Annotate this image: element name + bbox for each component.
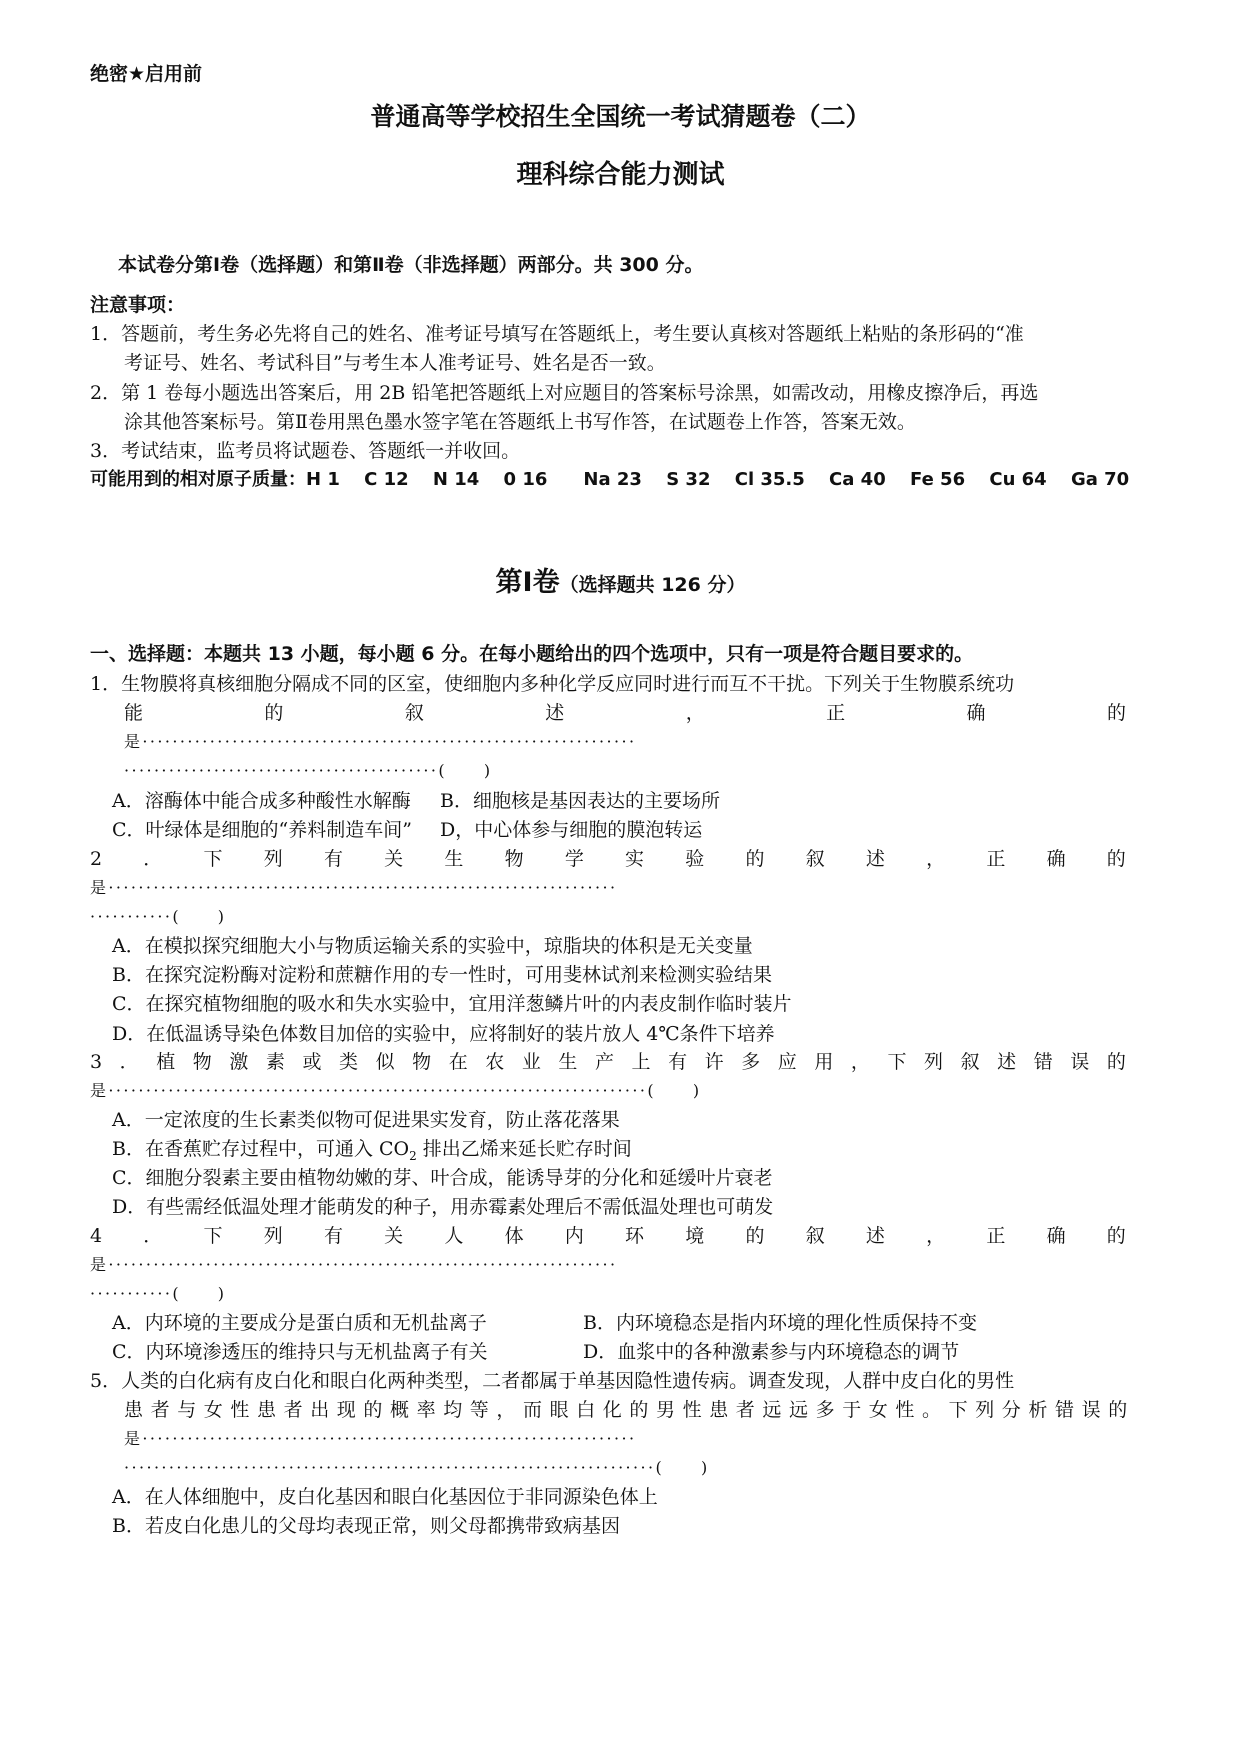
q3-char: 生 xyxy=(558,1051,578,1073)
note-1-line-1: 1．答题前，考生务必先将自己的姓名、准考证号填写在答题纸上，考生要认真核对答题纸上粘贴的条形码的“准 xyxy=(90,323,1024,345)
q1-char: 能 xyxy=(124,702,144,724)
q3-char: 物 xyxy=(412,1051,432,1073)
q4-char: 关 xyxy=(384,1225,404,1247)
q3-char: 似 xyxy=(375,1051,395,1073)
question-3-line-2: 是········································································( ) xyxy=(90,1081,702,1100)
q2-char: 2 xyxy=(90,848,103,870)
q2-char: 确 xyxy=(1046,848,1066,870)
q2-char: 列 xyxy=(263,848,283,870)
q3-char: 有 xyxy=(668,1051,688,1073)
q3-char: 物 xyxy=(192,1051,212,1073)
q2-char: 关 xyxy=(384,848,404,870)
section-heading xyxy=(0,566,1241,602)
q4-char: 境 xyxy=(685,1225,705,1247)
atomic-masses: 可能用到的相对原子质量：H 1 C 12 N 14 0 16 Na 23 S 32 Cl 35.5 Ca 40 Fe 56 Cu 64 Ga 70 xyxy=(90,469,1130,490)
question-4-option-a: A．内环境的主要成分是蛋白质和无机盐离子 xyxy=(112,1312,487,1334)
question-5-line-3: 是·································································· xyxy=(124,1429,637,1448)
q2-char: 正 xyxy=(986,848,1006,870)
q4-char: 述 xyxy=(865,1225,885,1247)
question-3-line-1 xyxy=(90,1050,1126,1074)
question-1-option-a: A．溶酶体中能合成多种酸性水解酶 xyxy=(112,790,411,812)
q2-char: 物 xyxy=(504,848,524,870)
section-note: （选择题共 126 分） xyxy=(559,574,746,596)
question-5-line-2: 患者与女性患者出现的概率均等，而眼白化的男性患者远远多于女性。下列分析错误的 xyxy=(124,1399,1135,1421)
q4-char: 内 xyxy=(564,1225,584,1247)
q4-char: 的 xyxy=(745,1225,765,1247)
question-2-option-a: A．在模拟探究细胞大小与物质运输关系的实验中，琼脂块的体积是无关变量 xyxy=(112,935,753,957)
q3-option-b-subscript: 2 xyxy=(409,1148,417,1163)
question-2-line-3: ···········( ) xyxy=(90,907,227,926)
section-title: 第Ⅰ卷 xyxy=(495,567,560,598)
q4-char: ， xyxy=(926,1225,946,1247)
note-1-line-2: 考证号、姓名、考试科目”与考生本人准考证号、姓名是否一致。 xyxy=(124,352,666,374)
q3-char: 许 xyxy=(704,1051,724,1073)
q2-char: 实 xyxy=(625,848,645,870)
q3-char: 农 xyxy=(485,1051,505,1073)
q2-char: 下 xyxy=(203,848,223,870)
question-4-line-2: 是···································································· xyxy=(90,1255,618,1274)
q3-char: 植 xyxy=(156,1051,176,1073)
q3-char: 3 xyxy=(90,1051,103,1073)
section-instruction: 一、选择题：本题共 13 小题，每小题 6 分。在每小题给出的四个选项中，只有一项是符合题目要求的。 xyxy=(90,643,974,665)
q3-char: 错 xyxy=(1033,1051,1053,1073)
q3-char: 多 xyxy=(741,1051,761,1073)
q3-char: 上 xyxy=(631,1051,651,1073)
exam-subtitle: 理科综合能力测试 xyxy=(516,160,725,190)
confidential-label: 绝密★启用前 xyxy=(90,63,203,85)
note-3: 3．考试结束，监考员将试题卷、答题纸一并收回。 xyxy=(90,440,521,462)
q4-char: 人 xyxy=(444,1225,464,1247)
q4-char: 确 xyxy=(1046,1225,1066,1247)
q1-char: 叙 xyxy=(404,702,424,724)
exam-intro: 本试卷分第Ⅰ卷（选择题）和第Ⅱ卷（非选择题）两部分。共 300 分。 xyxy=(118,254,704,276)
q3-char: 激 xyxy=(229,1051,249,1073)
question-4-option-b: B．内环境稳态是指内环境的理化性质保持不变 xyxy=(583,1312,977,1334)
question-1-option-b: B．细胞核是基因表达的主要场所 xyxy=(440,790,720,812)
q2-char: ， xyxy=(926,848,946,870)
q3-char: 或 xyxy=(302,1051,322,1073)
question-4-option-d: D．血浆中的各种激素参与内环境稳态的调节 xyxy=(583,1341,960,1363)
q4-char: 有 xyxy=(323,1225,343,1247)
q2-char: 叙 xyxy=(805,848,825,870)
question-1-option-c: C．叶绿体是细胞的“养料制造车间” xyxy=(112,819,412,841)
q2-char: 学 xyxy=(564,848,584,870)
q3-char: 产 xyxy=(594,1051,614,1073)
note-2-line-2: 涂其他答案标号。第Ⅱ卷用黑色墨水签字笔在答题纸上书写作答，在试题卷上作答，答案无效。 xyxy=(124,411,916,433)
note-2-line-1: 2．第 1 卷每小题选出答案后，用 2B 铅笔把答题纸上对应题目的答案标号涂黑，如需改动，用橡皮擦净后，再选 xyxy=(90,382,1039,404)
q4-char: 4 xyxy=(90,1225,103,1247)
question-5-line-1: 5．人类的白化病有皮白化和眼白化两种类型，二者都属于单基因隐性遗传病。调查发现，人群中皮白化的男性 xyxy=(90,1370,1015,1392)
q4-char: 叙 xyxy=(805,1225,825,1247)
q2-char: ． xyxy=(143,848,163,870)
q3-char: 下 xyxy=(887,1051,907,1073)
q3-char: 的 xyxy=(1106,1051,1126,1073)
question-3-option-d: D．有些需经低温处理才能萌发的种子，用赤霉素处理后不需低温处理也可萌发 xyxy=(112,1196,774,1218)
q3-char: 列 xyxy=(924,1051,944,1073)
question-1-line-2 xyxy=(124,701,1126,725)
question-1-line-4: ··········································( ) xyxy=(124,761,493,780)
question-1-line-3: 是·································································· xyxy=(124,732,637,751)
q4-char: 环 xyxy=(625,1225,645,1247)
question-2-option-d: D．在低温诱导染色体数目加倍的实验中，应将制好的装片放人 4℃条件下培养 xyxy=(112,1023,775,1045)
question-2-option-b: B．在探究淀粉酶对淀粉和蔗糖作用的专一性时，可用斐林试剂来检测实验结果 xyxy=(112,964,772,986)
question-3-option-c: C．细胞分裂素主要由植物幼嫩的芽、叶合成，能诱导芽的分化和延缓叶片衰老 xyxy=(112,1167,773,1189)
notes-heading: 注意事项： xyxy=(90,294,186,316)
q2-char: 述 xyxy=(865,848,885,870)
q3-char: 用 xyxy=(814,1051,834,1073)
q4-char: 列 xyxy=(263,1225,283,1247)
q2-char: 生 xyxy=(444,848,464,870)
q4-char: ． xyxy=(143,1225,163,1247)
q3-option-b-text-end: 排出乙烯来延长贮存时间 xyxy=(416,1138,632,1160)
q4-char: 的 xyxy=(1106,1225,1126,1247)
q1-char: 的 xyxy=(264,702,284,724)
question-2-line-1 xyxy=(90,847,1126,871)
q3-char: 应 xyxy=(777,1051,797,1073)
q3-char: 叙 xyxy=(960,1051,980,1073)
q3-char: 素 xyxy=(265,1051,285,1073)
q4-char: 下 xyxy=(203,1225,223,1247)
q4-char: 正 xyxy=(986,1225,1006,1247)
question-2-option-c: C．在探究植物细胞的吸水和失水实验中，宜用洋葱鳞片叶的内表皮制作临时装片 xyxy=(112,993,792,1015)
question-3-option-a: A．一定浓度的生长素类似物可促进果实发育，防止落花落果 xyxy=(112,1109,620,1131)
q3-char: 述 xyxy=(997,1051,1017,1073)
q2-char: 验 xyxy=(685,848,705,870)
question-5-option-b: B．若皮白化患儿的父母均表现正常，则父母都携带致病基因 xyxy=(112,1515,620,1537)
q1-char: 正 xyxy=(826,702,846,724)
question-5-line-4: ·······································································( ) xyxy=(124,1458,710,1477)
question-4-line-3: ···········( ) xyxy=(90,1284,227,1303)
q2-char: 的 xyxy=(1106,848,1126,870)
q3-char: ， xyxy=(850,1051,870,1073)
q3-char: 在 xyxy=(448,1051,468,1073)
q3-char: 误 xyxy=(1070,1051,1090,1073)
question-1-line-1: 1．生物膜将真核细胞分隔成不同的区室，使细胞内多种化学反应同时进行而互不干扰。下列关于生物膜系统功 xyxy=(90,673,1015,695)
question-1-option-d: D，中心体参与细胞的膜泡转运 xyxy=(440,819,703,841)
exam-title: 普通高等学校招生全国统一考试猜题卷（二） xyxy=(370,102,871,131)
q2-char: 有 xyxy=(323,848,343,870)
question-4-option-c: C．内环境渗透压的维持只与无机盐离子有关 xyxy=(112,1341,488,1363)
q1-char: ， xyxy=(685,702,705,724)
question-2-line-2: 是···································································· xyxy=(90,878,618,897)
q1-char: 确 xyxy=(966,702,986,724)
q1-char: 述 xyxy=(545,702,565,724)
q3-char: 业 xyxy=(521,1051,541,1073)
q3-char: ． xyxy=(119,1051,139,1073)
q2-char: 的 xyxy=(745,848,765,870)
question-4-line-1 xyxy=(90,1224,1126,1248)
q3-char: 类 xyxy=(339,1051,359,1073)
q3-option-b-text: B．在香蕉贮存过程中，可通入 CO xyxy=(112,1138,410,1160)
q4-char: 体 xyxy=(504,1225,524,1247)
question-5-option-a: A．在人体细胞中，皮白化基因和眼白化基因位于非同源染色体上 xyxy=(112,1486,658,1508)
question-3-option-b xyxy=(112,1137,632,1168)
q1-char: 的 xyxy=(1106,702,1126,724)
